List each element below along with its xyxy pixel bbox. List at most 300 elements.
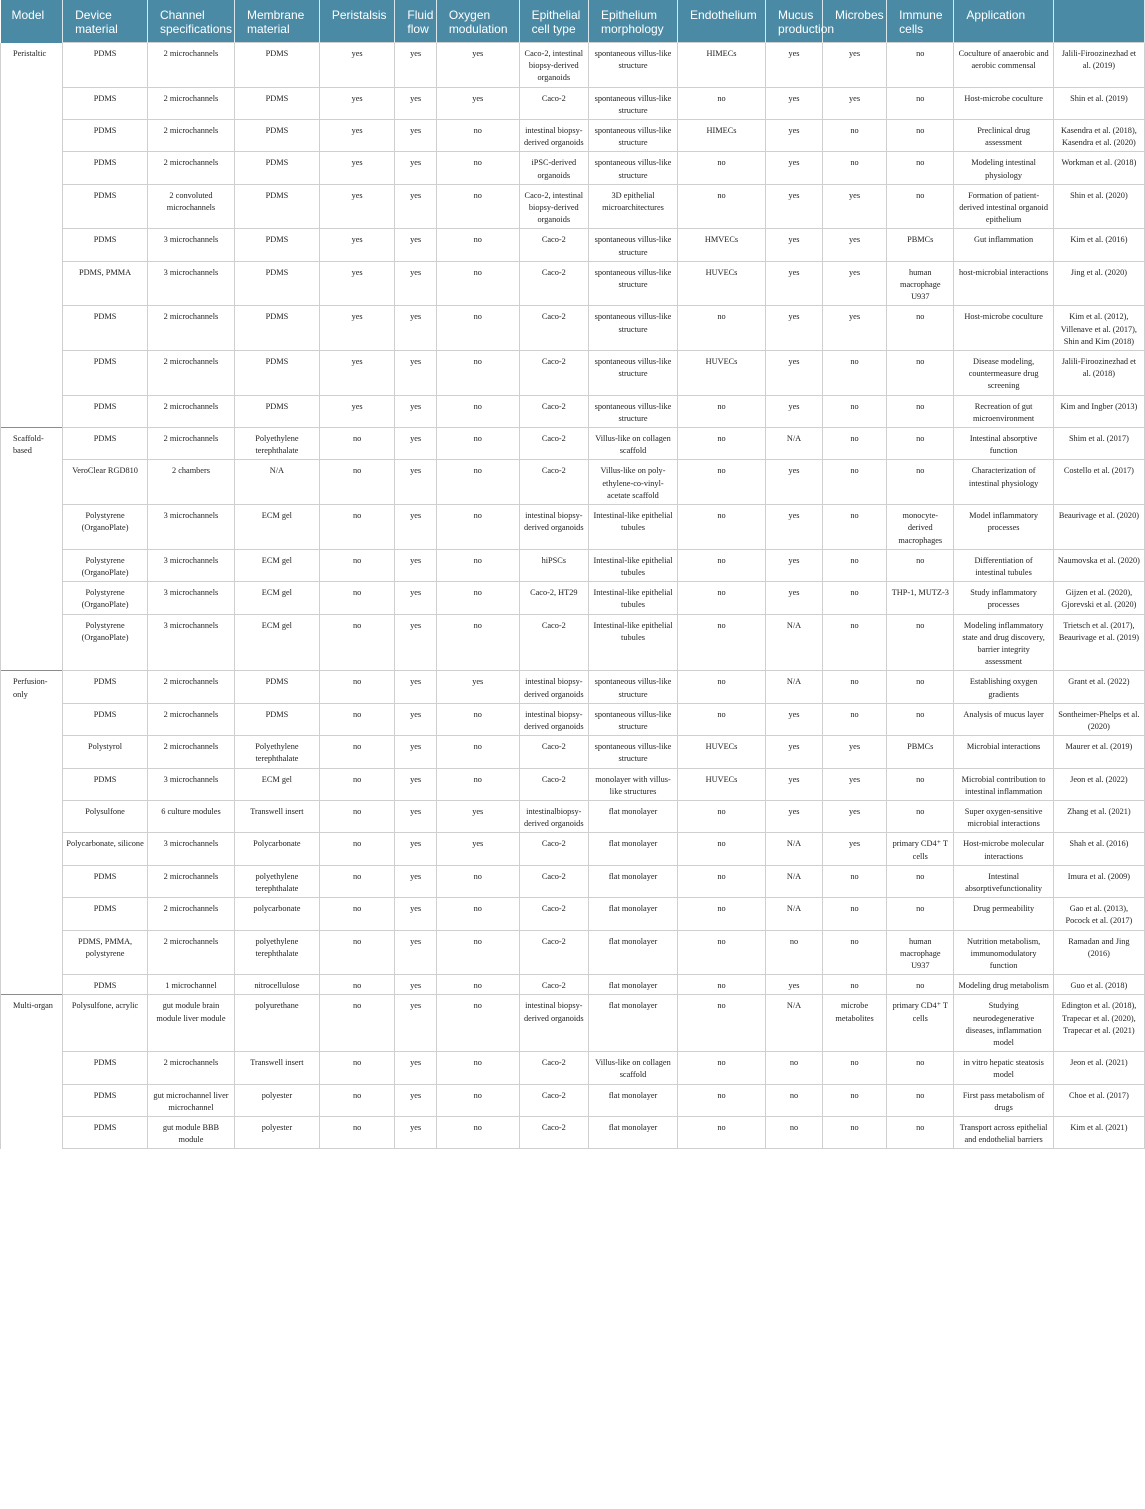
reference-cell: Shin et al. (2020) (1053, 184, 1144, 229)
epithelial-cell-type-cell: intestinal biopsy-derived organoids (519, 995, 588, 1052)
header-immune-cells: Immune cells (887, 0, 954, 43)
table-row (1, 261, 1145, 306)
oxygen-modulation-cell: no (436, 975, 519, 995)
device-material-cell: PDMS (63, 152, 148, 184)
microbes-cell: yes (822, 43, 886, 88)
epithelium-morphology-cell: spontaneous villus-like structure (588, 87, 677, 119)
membrane-material-cell: polyethylene terephthalate (234, 865, 319, 897)
reference-cell: Jing et al. (2020) (1053, 261, 1144, 306)
application-cell: Differentiation of intestinal tubules (954, 549, 1053, 581)
device-material-cell: Polysulfone, acrylic (63, 995, 148, 1052)
fluid-flow-cell: yes (395, 120, 436, 152)
channel-spec-cell: 2 microchannels (148, 351, 235, 396)
epithelium-morphology-cell: 3D epithelial microarchitectures (588, 184, 677, 229)
table-row (1, 582, 1145, 614)
device-material-cell: PDMS (63, 768, 148, 800)
mucus-production-cell: no (766, 1084, 823, 1116)
table-row (1, 1052, 1145, 1084)
oxygen-modulation-cell: no (436, 184, 519, 229)
device-material-cell: PDMS (63, 229, 148, 261)
device-material-cell: PDMS (63, 395, 148, 427)
device-material-cell: Polysulfone (63, 800, 148, 832)
device-material-cell: Polycarbonate, silicone (63, 833, 148, 865)
mucus-production-cell: N/A (766, 428, 823, 460)
microbes-cell: yes (822, 833, 886, 865)
peristalsis-cell: yes (319, 87, 395, 119)
fluid-flow-cell: yes (395, 460, 436, 505)
immune-cells-cell: no (887, 549, 954, 581)
epithelium-morphology-cell: spontaneous villus-like structure (588, 120, 677, 152)
reference-cell: Shah et al. (2016) (1053, 833, 1144, 865)
reference-cell: Beaurivage et al. (2020) (1053, 505, 1144, 550)
channel-spec-cell: gut module BBB module (148, 1117, 235, 1149)
mucus-production-cell: no (766, 1052, 823, 1084)
reference-cell: Gijzen et al. (2020), Gjorevski et al. (2020) (1053, 582, 1144, 614)
peristalsis-cell: yes (319, 184, 395, 229)
table-body (1, 43, 1145, 1149)
reference-cell: Kim et al. (2021) (1053, 1117, 1144, 1149)
channel-spec-cell: 3 microchannels (148, 505, 235, 550)
fluid-flow-cell: yes (395, 614, 436, 671)
application-cell: Host-microbe coculture (954, 87, 1053, 119)
epithelium-morphology-cell: Intestinal-like epithelial tubules (588, 582, 677, 614)
epithelial-cell-type-cell: Caco-2 (519, 865, 588, 897)
mucus-production-cell: yes (766, 505, 823, 550)
microbes-cell: yes (822, 87, 886, 119)
table-row (1, 43, 1145, 88)
table-row (1, 395, 1145, 427)
endothelium-cell: no (678, 184, 766, 229)
channel-spec-cell: 2 chambers (148, 460, 235, 505)
reference-cell: Naumovska et al. (2020) (1053, 549, 1144, 581)
device-material-cell: PDMS (63, 671, 148, 703)
channel-spec-cell: 2 microchannels (148, 865, 235, 897)
application-cell: Transport across epithelial and endothelial barriers (954, 1117, 1053, 1149)
application-cell: Microbial interactions (954, 736, 1053, 768)
epithelial-cell-type-cell: intestinal biopsy-derived organoids (519, 120, 588, 152)
membrane-material-cell: PDMS (234, 261, 319, 306)
oxygen-modulation-cell: no (436, 120, 519, 152)
header-microbes: Microbes (822, 0, 886, 43)
oxygen-modulation-cell: yes (436, 43, 519, 88)
application-cell: Microbial contribution to intestinal inflammation (954, 768, 1053, 800)
immune-cells-cell: human macrophage U937 (887, 930, 954, 975)
fluid-flow-cell: yes (395, 87, 436, 119)
epithelium-morphology-cell: flat monolayer (588, 898, 677, 930)
device-material-cell: VeroClear RGD810 (63, 460, 148, 505)
peristalsis-cell: no (319, 1084, 395, 1116)
table-row (1, 898, 1145, 930)
reference-cell: Jalili-Firoozinezhad et al. (2018) (1053, 351, 1144, 396)
immune-cells-cell: no (887, 614, 954, 671)
epithelium-morphology-cell: Villus-like on poly-ethylene-co-vinyl-acetate scaffold (588, 460, 677, 505)
oxygen-modulation-cell: no (436, 428, 519, 460)
oxygen-modulation-cell: no (436, 229, 519, 261)
mucus-production-cell: yes (766, 229, 823, 261)
header-epithelial-cell-type: Epithelial cell type (519, 0, 588, 43)
endothelium-cell: HIMECs (678, 120, 766, 152)
table-row (1, 995, 1145, 1052)
immune-cells-cell: no (887, 351, 954, 396)
application-cell: Formation of patient-derived intestinal organoid epithelium (954, 184, 1053, 229)
table-row (1, 975, 1145, 995)
device-material-cell: PDMS (63, 428, 148, 460)
mucus-production-cell: yes (766, 261, 823, 306)
immune-cells-cell: no (887, 460, 954, 505)
oxygen-modulation-cell: no (436, 614, 519, 671)
microbes-cell: yes (822, 229, 886, 261)
epithelial-cell-type-cell: Caco-2, intestinal biopsy-derived organoids (519, 43, 588, 88)
epithelial-cell-type-cell: intestinalbiopsy-derived organoids (519, 800, 588, 832)
oxygen-modulation-cell: no (436, 1117, 519, 1149)
table-row (1, 703, 1145, 735)
application-cell: Preclinical drug assessment (954, 120, 1053, 152)
epithelium-morphology-cell: Intestinal-like epithelial tubules (588, 549, 677, 581)
endothelium-cell: no (678, 975, 766, 995)
mucus-production-cell: yes (766, 736, 823, 768)
peristalsis-cell: no (319, 736, 395, 768)
header-reference (1053, 0, 1144, 43)
endothelium-cell: no (678, 614, 766, 671)
fluid-flow-cell: yes (395, 582, 436, 614)
immune-cells-cell: no (887, 120, 954, 152)
microbes-cell: no (822, 865, 886, 897)
endothelium-cell: no (678, 306, 766, 351)
microbes-cell: no (822, 152, 886, 184)
microbes-cell: no (822, 582, 886, 614)
endothelium-cell: no (678, 833, 766, 865)
oxygen-modulation-cell: no (436, 1052, 519, 1084)
membrane-material-cell: ECM gel (234, 505, 319, 550)
epithelial-cell-type-cell: Caco-2 (519, 428, 588, 460)
reference-cell: Kim et al. (2012), Villenave et al. (2017), Shin and Kim (2018) (1053, 306, 1144, 351)
immune-cells-cell: PBMCs (887, 229, 954, 261)
membrane-material-cell: PDMS (234, 351, 319, 396)
reference-cell: Kim et al. (2016) (1053, 229, 1144, 261)
membrane-material-cell: polyester (234, 1117, 319, 1149)
table-row (1, 229, 1145, 261)
fluid-flow-cell: yes (395, 1084, 436, 1116)
peristalsis-cell: no (319, 1117, 395, 1149)
model-group-label: Perfusion-only (1, 671, 63, 995)
channel-spec-cell: 3 microchannels (148, 614, 235, 671)
channel-spec-cell: 1 microchannel (148, 975, 235, 995)
immune-cells-cell: no (887, 1052, 954, 1084)
microbes-cell: no (822, 1117, 886, 1149)
application-cell: Gut inflammation (954, 229, 1053, 261)
channel-spec-cell: 2 microchannels (148, 87, 235, 119)
epithelium-morphology-cell: spontaneous villus-like structure (588, 261, 677, 306)
peristalsis-cell: no (319, 995, 395, 1052)
microbes-cell: no (822, 351, 886, 396)
table-row (1, 549, 1145, 581)
fluid-flow-cell: yes (395, 351, 436, 396)
peristalsis-cell: yes (319, 261, 395, 306)
microbes-cell: no (822, 120, 886, 152)
header-mucus-production: Mucus production (766, 0, 823, 43)
membrane-material-cell: Polycarbonate (234, 833, 319, 865)
peristalsis-cell: no (319, 460, 395, 505)
device-material-cell: PDMS (63, 306, 148, 351)
epithelial-cell-type-cell: Caco-2 (519, 1084, 588, 1116)
membrane-material-cell: PDMS (234, 395, 319, 427)
epithelial-cell-type-cell: intestinal biopsy-derived organoids (519, 505, 588, 550)
channel-spec-cell: 2 microchannels (148, 428, 235, 460)
oxygen-modulation-cell: no (436, 898, 519, 930)
epithelium-morphology-cell: spontaneous villus-like structure (588, 703, 677, 735)
channel-spec-cell: gut microchannel liver microchannel (148, 1084, 235, 1116)
immune-cells-cell: no (887, 395, 954, 427)
immune-cells-cell: no (887, 43, 954, 88)
channel-spec-cell: 2 convoluted microchannels (148, 184, 235, 229)
model-group-label: Scaffold-based (1, 428, 63, 671)
peristalsis-cell: no (319, 428, 395, 460)
fluid-flow-cell: yes (395, 800, 436, 832)
application-cell: Intestinal absorptive function (954, 428, 1053, 460)
peristalsis-cell: yes (319, 395, 395, 427)
fluid-flow-cell: yes (395, 898, 436, 930)
channel-spec-cell: gut module brain module liver module (148, 995, 235, 1052)
table-row (1, 671, 1145, 703)
epithelium-morphology-cell: spontaneous villus-like structure (588, 152, 677, 184)
fluid-flow-cell: yes (395, 229, 436, 261)
table-row (1, 1117, 1145, 1149)
peristalsis-cell: no (319, 614, 395, 671)
epithelial-cell-type-cell: Caco-2 (519, 460, 588, 505)
epithelial-cell-type-cell: iPSC-derived organoids (519, 152, 588, 184)
device-material-cell: PDMS (63, 975, 148, 995)
epithelium-morphology-cell: spontaneous villus-like structure (588, 671, 677, 703)
application-cell: Host-microbe coculture (954, 306, 1053, 351)
reference-cell: Kasendra et al. (2018), Kasendra et al. (2020) (1053, 120, 1144, 152)
fluid-flow-cell: yes (395, 671, 436, 703)
epithelial-cell-type-cell: Caco-2 (519, 768, 588, 800)
microbes-cell: no (822, 460, 886, 505)
fluid-flow-cell: yes (395, 395, 436, 427)
membrane-material-cell: ECM gel (234, 614, 319, 671)
application-cell: Study inflammatory processes (954, 582, 1053, 614)
channel-spec-cell: 3 microchannels (148, 229, 235, 261)
application-cell: Establishing oxygen gradients (954, 671, 1053, 703)
header-endothelium: Endothelium (678, 0, 766, 43)
immune-cells-cell: no (887, 671, 954, 703)
mucus-production-cell: N/A (766, 865, 823, 897)
table-row (1, 306, 1145, 351)
microbes-cell: no (822, 703, 886, 735)
membrane-material-cell: PDMS (234, 120, 319, 152)
oxygen-modulation-cell: no (436, 351, 519, 396)
oxygen-modulation-cell: yes (436, 87, 519, 119)
fluid-flow-cell: yes (395, 995, 436, 1052)
application-cell: Intestinal absorptivefunctionality (954, 865, 1053, 897)
epithelial-cell-type-cell: Caco-2 (519, 930, 588, 975)
channel-spec-cell: 2 microchannels (148, 1052, 235, 1084)
oxygen-modulation-cell: no (436, 395, 519, 427)
header-peristalsis: Peristalsis (319, 0, 395, 43)
microbes-cell: yes (822, 768, 886, 800)
immune-cells-cell: primary CD4⁺ T cells (887, 833, 954, 865)
membrane-material-cell: ECM gel (234, 768, 319, 800)
microbes-cell: no (822, 549, 886, 581)
reference-cell: Sontheimer-Phelps et al. (2020) (1053, 703, 1144, 735)
mucus-production-cell: yes (766, 460, 823, 505)
immune-cells-cell: no (887, 865, 954, 897)
fluid-flow-cell: yes (395, 833, 436, 865)
epithelium-morphology-cell: flat monolayer (588, 833, 677, 865)
epithelium-morphology-cell: spontaneous villus-like structure (588, 43, 677, 88)
application-cell: host-microbial interactions (954, 261, 1053, 306)
endothelium-cell: no (678, 865, 766, 897)
endothelium-cell: no (678, 428, 766, 460)
epithelium-morphology-cell: flat monolayer (588, 865, 677, 897)
endothelium-cell: HUVECs (678, 736, 766, 768)
peristalsis-cell: yes (319, 229, 395, 261)
application-cell: Model inflammatory processes (954, 505, 1053, 550)
reference-cell: Workman et al. (2018) (1053, 152, 1144, 184)
application-cell: Characterization of intestinal physiology (954, 460, 1053, 505)
table-row (1, 1084, 1145, 1116)
reference-cell: Grant et al. (2022) (1053, 671, 1144, 703)
epithelium-morphology-cell: Villus-like on collagen scaffold (588, 428, 677, 460)
peristalsis-cell: no (319, 865, 395, 897)
table-row (1, 736, 1145, 768)
reference-cell: Gao et al. (2013), Pocock et al. (2017) (1053, 898, 1144, 930)
epithelial-cell-type-cell: Caco-2 (519, 1052, 588, 1084)
epithelium-morphology-cell: spontaneous villus-like structure (588, 306, 677, 351)
membrane-material-cell: polyurethane (234, 995, 319, 1052)
channel-spec-cell: 6 culture modules (148, 800, 235, 832)
channel-spec-cell: 2 microchannels (148, 306, 235, 351)
mucus-production-cell: no (766, 930, 823, 975)
header-membrane-material: Membrane material (234, 0, 319, 43)
fluid-flow-cell: yes (395, 505, 436, 550)
table-row (1, 865, 1145, 897)
reference-cell: Edington et al. (2018), Trapecar et al. (2020), Trapecar et al. (2021) (1053, 995, 1144, 1052)
oxygen-modulation-cell: no (436, 995, 519, 1052)
table-row (1, 505, 1145, 550)
oxygen-modulation-cell: no (436, 703, 519, 735)
microbes-cell: microbe metabolites (822, 995, 886, 1052)
fluid-flow-cell: yes (395, 43, 436, 88)
peristalsis-cell: yes (319, 152, 395, 184)
membrane-material-cell: N/A (234, 460, 319, 505)
membrane-material-cell: PDMS (234, 87, 319, 119)
channel-spec-cell: 2 microchannels (148, 120, 235, 152)
table-row (1, 460, 1145, 505)
fluid-flow-cell: yes (395, 549, 436, 581)
fluid-flow-cell: yes (395, 768, 436, 800)
peristalsis-cell: no (319, 898, 395, 930)
epithelium-morphology-cell: monolayer with villus-like structures (588, 768, 677, 800)
peristalsis-cell: yes (319, 351, 395, 396)
epithelium-morphology-cell: spontaneous villus-like structure (588, 351, 677, 396)
membrane-material-cell: PDMS (234, 184, 319, 229)
membrane-material-cell: PDMS (234, 43, 319, 88)
epithelial-cell-type-cell: Caco-2 (519, 229, 588, 261)
oxygen-modulation-cell: yes (436, 800, 519, 832)
device-material-cell: PDMS (63, 1052, 148, 1084)
application-cell: Super oxygen-sensitive microbial interactions (954, 800, 1053, 832)
oxygen-modulation-cell: no (436, 261, 519, 306)
epithelial-cell-type-cell: Caco-2, HT29 (519, 582, 588, 614)
oxygen-modulation-cell: no (436, 1084, 519, 1116)
mucus-production-cell: yes (766, 395, 823, 427)
membrane-material-cell: Transwell insert (234, 800, 319, 832)
epithelial-cell-type-cell: Caco-2 (519, 351, 588, 396)
immune-cells-cell: no (887, 1084, 954, 1116)
epithelial-cell-type-cell: Caco-2 (519, 898, 588, 930)
fluid-flow-cell: yes (395, 865, 436, 897)
fluid-flow-cell: yes (395, 184, 436, 229)
membrane-material-cell: ECM gel (234, 549, 319, 581)
immune-cells-cell: THP-1, MUTZ-3 (887, 582, 954, 614)
channel-spec-cell: 2 microchannels (148, 703, 235, 735)
epithelium-morphology-cell: flat monolayer (588, 1084, 677, 1116)
application-cell: Coculture of anaerobic and aerobic commensal (954, 43, 1053, 88)
table-row (1, 120, 1145, 152)
header-row (1, 0, 1145, 43)
fluid-flow-cell: yes (395, 930, 436, 975)
application-cell: in vitro hepatic steatosis model (954, 1052, 1053, 1084)
membrane-material-cell: ECM gel (234, 582, 319, 614)
application-cell: Host-microbe molecular interactions (954, 833, 1053, 865)
reference-cell: Shin et al. (2019) (1053, 87, 1144, 119)
table-row (1, 351, 1145, 396)
membrane-material-cell: PDMS (234, 306, 319, 351)
fluid-flow-cell: yes (395, 1052, 436, 1084)
mucus-production-cell: yes (766, 582, 823, 614)
oxygen-modulation-cell: no (436, 736, 519, 768)
epithelial-cell-type-cell: Caco-2, intestinal biopsy-derived organoids (519, 184, 588, 229)
epithelial-cell-type-cell: Caco-2 (519, 1117, 588, 1149)
header-oxygen-modulation: Oxygen modulation (436, 0, 519, 43)
membrane-material-cell: Transwell insert (234, 1052, 319, 1084)
microbes-cell: no (822, 898, 886, 930)
device-material-cell: PDMS (63, 87, 148, 119)
immune-cells-cell: human macrophage U937 (887, 261, 954, 306)
application-cell: Modeling drug metabolism (954, 975, 1053, 995)
device-material-cell: Polystyrene (OrganoPlate) (63, 614, 148, 671)
oxygen-modulation-cell: no (436, 768, 519, 800)
mucus-production-cell: yes (766, 152, 823, 184)
device-material-cell: Polystyrene (OrganoPlate) (63, 505, 148, 550)
mucus-production-cell: yes (766, 43, 823, 88)
epithelial-cell-type-cell: hiPSCs (519, 549, 588, 581)
membrane-material-cell: PDMS (234, 671, 319, 703)
epithelial-cell-type-cell: Caco-2 (519, 736, 588, 768)
epithelium-morphology-cell: flat monolayer (588, 800, 677, 832)
membrane-material-cell: polyester (234, 1084, 319, 1116)
membrane-material-cell: Polyethylene terephthalate (234, 428, 319, 460)
reference-cell: Choe et al. (2017) (1053, 1084, 1144, 1116)
microbes-cell: no (822, 975, 886, 995)
endothelium-cell: no (678, 1084, 766, 1116)
peristalsis-cell: no (319, 833, 395, 865)
application-cell: Drug permeability (954, 898, 1053, 930)
epithelial-cell-type-cell: Caco-2 (519, 306, 588, 351)
oxygen-modulation-cell: no (436, 930, 519, 975)
epithelial-cell-type-cell: Caco-2 (519, 614, 588, 671)
endothelium-cell: no (678, 505, 766, 550)
fluid-flow-cell: yes (395, 306, 436, 351)
endothelium-cell: no (678, 1052, 766, 1084)
channel-spec-cell: 2 microchannels (148, 395, 235, 427)
reference-cell: Trietsch et al. (2017), Beaurivage et al. (2019) (1053, 614, 1144, 671)
header-device-material: Device material (63, 0, 148, 43)
endothelium-cell: no (678, 930, 766, 975)
peristalsis-cell: no (319, 768, 395, 800)
endothelium-cell: HIMECs (678, 43, 766, 88)
